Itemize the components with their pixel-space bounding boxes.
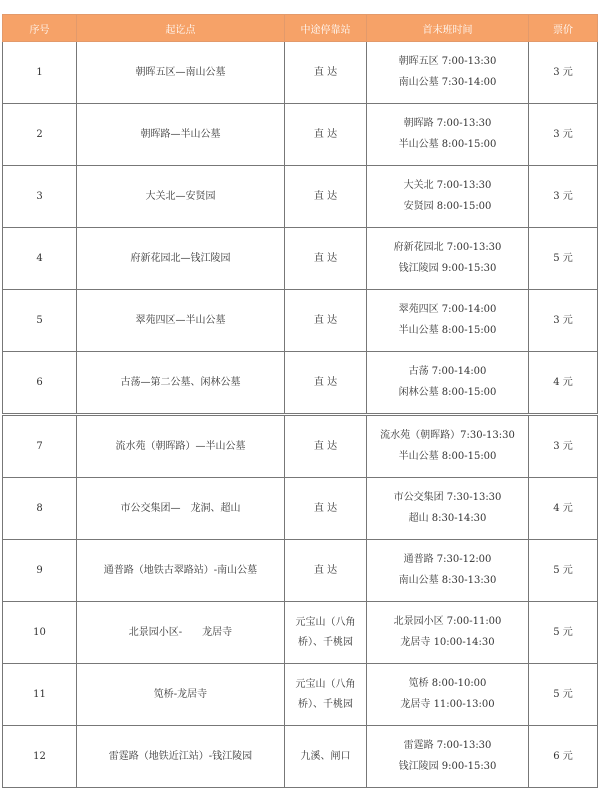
times-cell: [367, 726, 529, 788]
row-number: 8: [3, 478, 77, 540]
fare-cell: 3 元: [529, 290, 598, 352]
fare-cell: 4 元: [529, 478, 598, 540]
route-cell: 翠苑四区—半山公墓: [77, 290, 285, 352]
table-row: [3, 166, 598, 228]
route-cell: 流水苑（朝晖路）—半山公墓: [77, 415, 285, 478]
route-cell: 府新花园北—钱江陵园: [77, 228, 285, 290]
fare-cell: 5 元: [529, 228, 598, 290]
table-row: [3, 290, 598, 352]
second-time-line: 龙居寺 11:00-13:00: [400, 699, 495, 710]
second-time-line: 半山公墓 8:00-15:00: [398, 325, 497, 336]
row-number: 11: [3, 664, 77, 726]
fare-cell: 5 元: [529, 602, 598, 664]
times-cell: [367, 352, 529, 415]
fare-cell: 3 元: [529, 42, 598, 104]
first-time-line: 市公交集团 7:30-13:30: [393, 492, 502, 503]
table-row: [3, 726, 598, 788]
stops-cell: [285, 228, 367, 290]
table-row: [3, 664, 598, 726]
second-time-line: 闲林公墓 8:00-15:00: [398, 387, 497, 398]
fare-cell: 6 元: [529, 726, 598, 788]
table-header-row: [3, 15, 598, 42]
stop-line: 桥）、千桃园: [298, 636, 353, 648]
first-time-line: 北景园小区 7:00-11:00: [393, 616, 502, 627]
route-cell: 古荡—第二公墓、闲林公墓: [77, 352, 285, 415]
first-time-line: 大关北 7:00-13:30: [403, 180, 492, 191]
table-row: [3, 540, 598, 602]
first-time-line: 府新花园北 7:00-13:30: [393, 242, 502, 253]
row-number: 1: [3, 42, 77, 104]
stops-cell: [285, 726, 367, 788]
row-number: 5: [3, 290, 77, 352]
first-time-line: 雷霆路 7:00-13:30: [403, 740, 492, 751]
stops-cell: [285, 166, 367, 228]
row-number: 9: [3, 540, 77, 602]
fare-cell: 5 元: [529, 664, 598, 726]
route-cell: 朝晖五区—南山公墓: [77, 42, 285, 104]
fare-cell: 3 元: [529, 166, 598, 228]
times-cell: [367, 42, 529, 104]
row-number: 12: [3, 726, 77, 788]
stops-cell: [285, 352, 367, 415]
stops-cell: [285, 478, 367, 540]
first-time-line: 朝晖五区 7:00-13:30: [398, 56, 497, 67]
table-row: [3, 602, 598, 664]
second-time-line: 半山公墓 8:00-15:00: [398, 451, 497, 462]
header-fare: 票价: [529, 15, 598, 42]
second-time-line: 超山 8:30-14:30: [408, 513, 487, 524]
stop-line: 桥）、千桃园: [298, 698, 353, 710]
route-cell: 笕桥-龙居寺: [77, 664, 285, 726]
second-time-line: 安贤园 8:00-15:00: [403, 201, 492, 212]
table-row: [3, 104, 598, 166]
stop-line: 直 达: [313, 564, 338, 576]
first-time-line: 古荡 7:00-14:00: [408, 366, 487, 377]
route-cell: 北景园小区- 龙居寺: [77, 602, 285, 664]
table-row: [3, 478, 598, 540]
stop-line: 直 达: [313, 440, 338, 452]
row-number: 7: [3, 415, 77, 478]
times-cell: [367, 290, 529, 352]
stops-cell: [285, 415, 367, 478]
second-time-line: 半山公墓 8:00-15:00: [398, 139, 497, 150]
stop-line: 元宝山（八角: [295, 678, 356, 690]
first-time-line: 笕桥 8:00-10:00: [408, 678, 487, 689]
stops-cell: [285, 664, 367, 726]
row-number: 4: [3, 228, 77, 290]
row-number: 6: [3, 352, 77, 415]
table-row: [3, 228, 598, 290]
stop-line: 直 达: [313, 252, 338, 264]
times-cell: [367, 104, 529, 166]
route-cell: 雷霆路（地铁近江站）-钱江陵园: [77, 726, 285, 788]
stop-line: 直 达: [313, 376, 338, 388]
row-number: 3: [3, 166, 77, 228]
times-cell: [367, 415, 529, 478]
route-cell: 通普路（地铁古翠路站）-南山公墓: [77, 540, 285, 602]
first-time-line: 翠苑四区 7:00-14:00: [398, 304, 497, 315]
second-time-line: 钱江陵园 9:00-15:30: [398, 761, 497, 772]
times-cell: [367, 540, 529, 602]
header-times: 首末班时间: [367, 15, 529, 42]
stops-cell: [285, 42, 367, 104]
stops-cell: [285, 290, 367, 352]
fare-cell: 3 元: [529, 415, 598, 478]
times-cell: [367, 664, 529, 726]
route-cell: 朝晖路—半山公墓: [77, 104, 285, 166]
stops-cell: [285, 104, 367, 166]
row-number: 2: [3, 104, 77, 166]
stop-line: 直 达: [313, 190, 338, 202]
route-cell: 市公交集团— 龙洞、超山: [77, 478, 285, 540]
second-time-line: 钱江陵园 9:00-15:30: [398, 263, 497, 274]
route-cell: 大关北—安贤园: [77, 166, 285, 228]
stop-line: 直 达: [313, 66, 338, 78]
first-time-line: 朝晖路 7:00-13:30: [403, 118, 492, 129]
stop-line: 元宝山（八角: [295, 616, 356, 628]
stop-line: 直 达: [313, 128, 338, 140]
header-stops: 中途停靠站: [285, 15, 367, 42]
header-number: 序号: [3, 15, 77, 42]
fare-cell: 4 元: [529, 352, 598, 415]
second-time-line: 南山公墓 7:30-14:00: [398, 77, 497, 88]
first-time-line: 流水苑（朝晖路）7:30-13:30: [380, 430, 515, 441]
table-row: [3, 352, 598, 415]
stop-line: 九溪、闸口: [300, 750, 351, 762]
table-body: [3, 42, 598, 788]
first-time-line: 通普路 7:30-12:00: [403, 554, 492, 565]
header-route: 起讫点: [77, 15, 285, 42]
row-number: 10: [3, 602, 77, 664]
fare-cell: 3 元: [529, 104, 598, 166]
stop-line: 直 达: [313, 502, 338, 514]
times-cell: [367, 478, 529, 540]
stop-line: 直 达: [313, 314, 338, 326]
stops-cell: [285, 540, 367, 602]
second-time-line: 龙居寺 10:00-14:30: [400, 637, 495, 648]
fare-cell: 5 元: [529, 540, 598, 602]
times-cell: [367, 228, 529, 290]
stops-cell: [285, 602, 367, 664]
table-row: [3, 415, 598, 478]
bus-schedule-table: [2, 14, 598, 788]
times-cell: [367, 602, 529, 664]
table-row: [3, 42, 598, 104]
second-time-line: 南山公墓 8:30-13:30: [398, 575, 497, 586]
schedule-table-container: [0, 14, 600, 788]
times-cell: [367, 166, 529, 228]
